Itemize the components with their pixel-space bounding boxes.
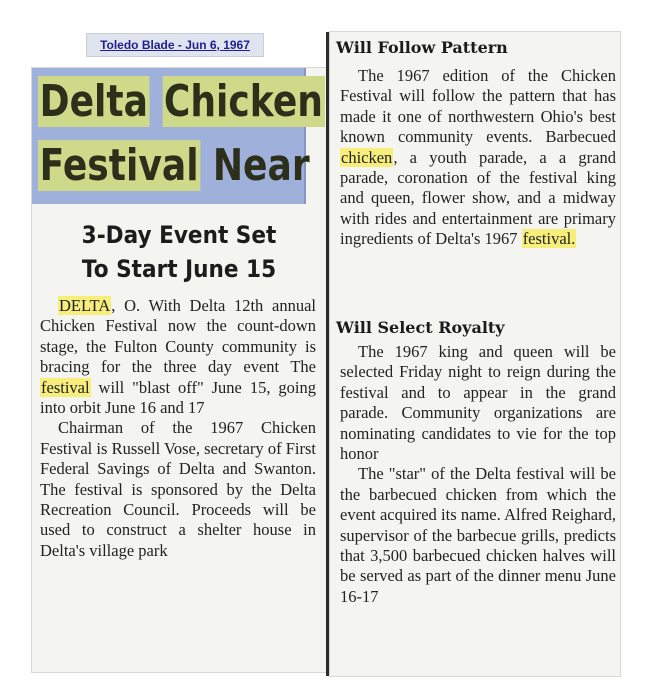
highlight-festival-2: festival.: [522, 229, 576, 249]
right-paragraph-3: The "star" of the Delta festival will be the barbecued chicken from which the event acquired its name. Alfred Reighard, supervisor of the barbecue grills, predicts that 3,500 barbecued chicken halves will be served as part of the dinner menu June 16-17: [340, 464, 616, 606]
source-caption[interactable]: Toledo Blade - Jun 6, 1967: [86, 33, 264, 57]
dateline-place: DELTA: [59, 296, 111, 315]
headline-block: [32, 68, 323, 204]
right-article-body-2: [340, 342, 616, 607]
left-paragraph-1-text-b: will "blast off" June 15, going into orbit June 16 and 17: [40, 377, 316, 418]
headline-line-1: [38, 74, 325, 130]
subheadline: [32, 218, 326, 286]
subheadline-line-2: To Start June 15: [81, 255, 277, 283]
section-heading-select-royalty: Will Select Royalty: [336, 318, 505, 337]
right-paragraph-1-text-b: , a youth parade, a a grand parade, coronation of the festival king and queen, flower show, and a midway with rides and entertainment are primary ingredients of Delta's 1967: [340, 147, 616, 249]
headline-word-chicken: Chicken: [163, 76, 323, 127]
headline-line-2: [38, 138, 310, 194]
highlight-chicken: chicken: [341, 147, 393, 167]
left-paragraph-1: [40, 296, 316, 418]
left-paragraph-1-text-a: , O. With Delta 12th annual Chicken Festival now the count-down stage, the Fulton County community is bracing for the three day event The: [40, 296, 316, 377]
right-paragraph-1: [340, 66, 616, 250]
right-paragraph-1-text-a: The 1967 edition of the Chicken Festival will follow the pattern that has made it one of northwestern Ohio's best known community events. Barbecued: [340, 66, 616, 147]
right-article-body-1: [340, 66, 616, 250]
section-heading-follow-pattern: Will Follow Pattern: [336, 38, 508, 57]
headline-word-delta: Delta: [39, 76, 149, 127]
left-paragraph-2: Chairman of the 1967 Chicken Festival is Russell Vose, secretary of First Federal Savings of Delta and Swanton. The festival is sponsored by the Delta Recreation Council. Proceeds will be used to construct a shelter house in Delta's village park: [40, 418, 316, 560]
subheadline-line-1: 3-Day Event Set: [81, 221, 277, 249]
highlight-festival: festival: [41, 377, 90, 397]
headline-word-festival: Festival: [39, 140, 199, 191]
headline-word-near: Near: [212, 140, 310, 191]
column-divider: [326, 32, 329, 676]
right-paragraph-2: The 1967 king and queen will be selected Friday night to reign during the festival and to appear in the grand parade. Community organizations are nominating candidates to vie for the top honor: [340, 342, 616, 464]
left-article-body: [40, 296, 316, 561]
